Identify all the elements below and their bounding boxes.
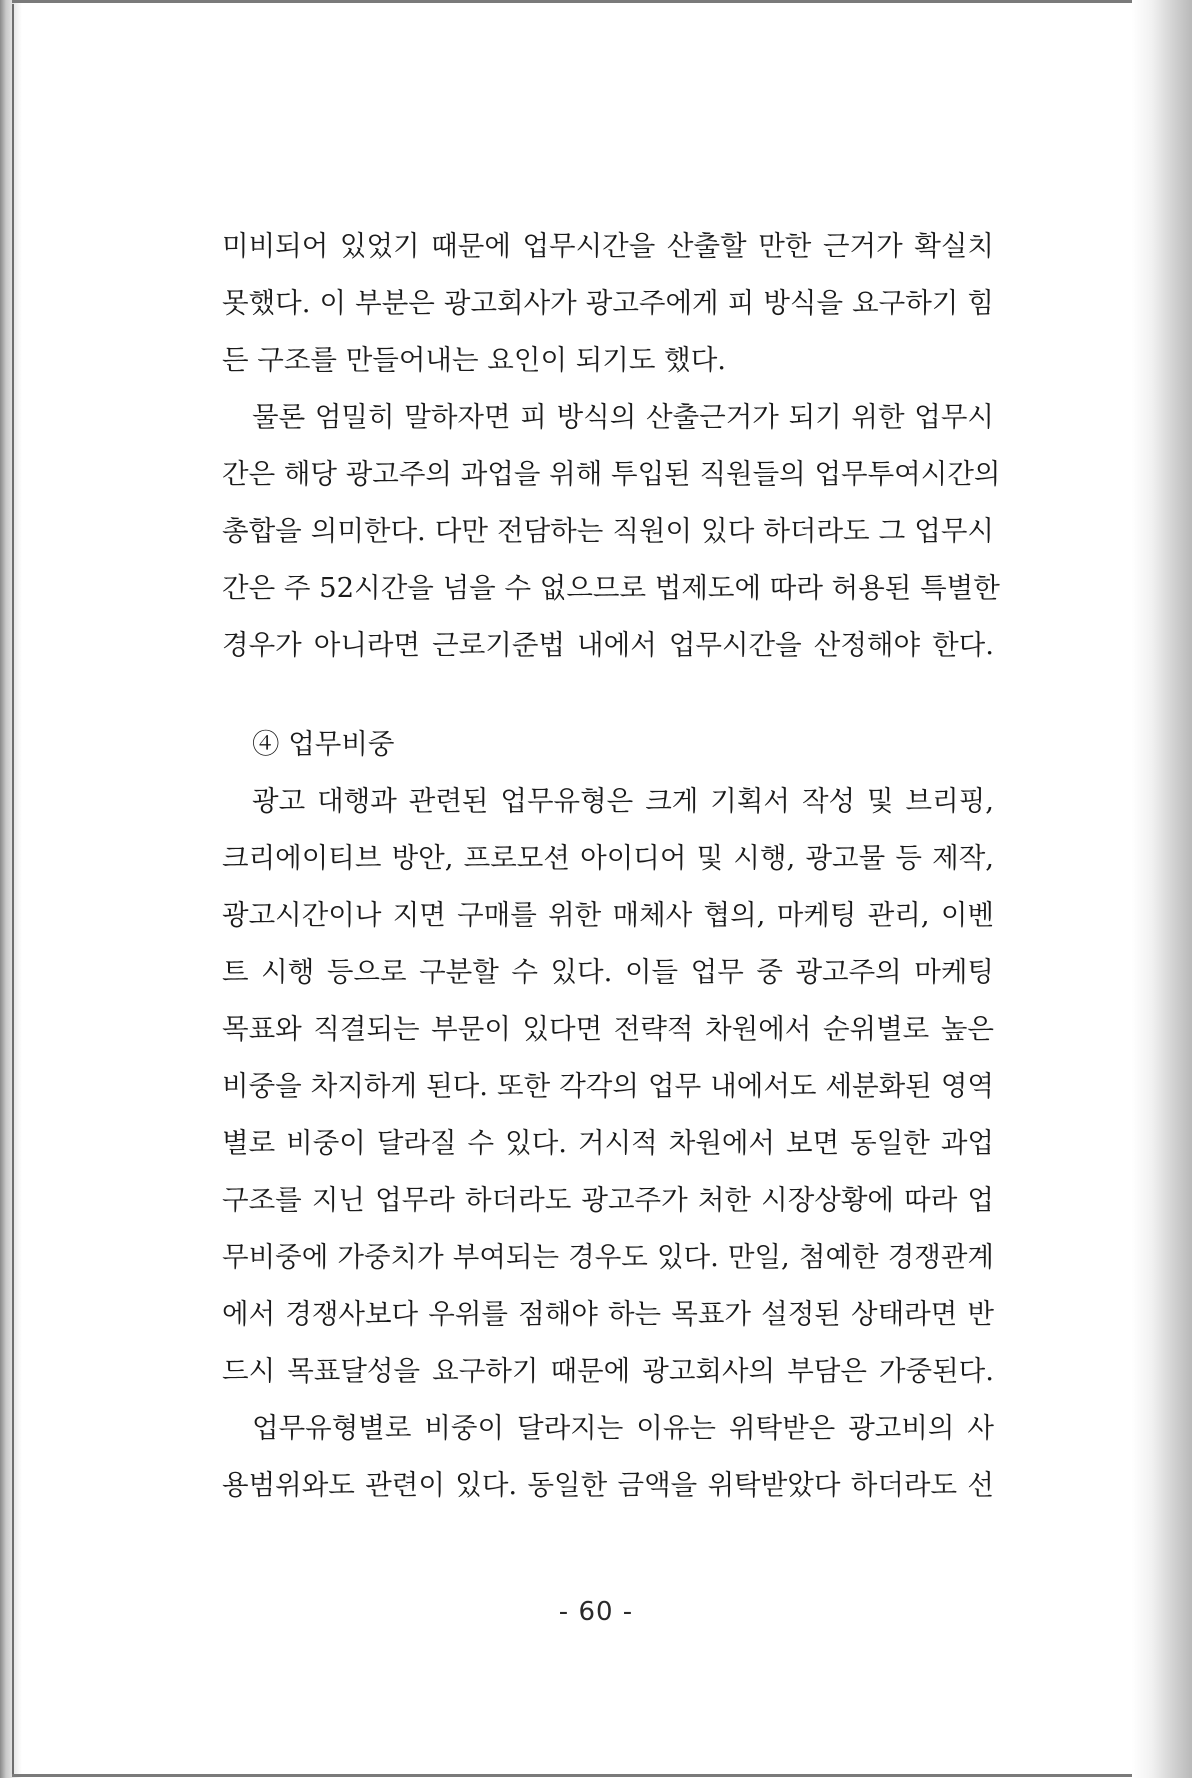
section-heading: ④ 업무비중 (252, 728, 395, 760)
text-line: 드시 목표달성을 요구하기 때문에 광고회사의 부담은 가중된다. (222, 1355, 994, 1387)
text-line: 업무유형별로 비중이 달라지는 이유는 위탁받은 광고비의 사 (252, 1412, 994, 1444)
section-spacer (222, 674, 994, 716)
page-right-shadow (1132, 0, 1192, 1778)
text-line: 구조를 지닌 업무라 하더라도 광고주가 처한 시장상황에 따라 업 (222, 1184, 994, 1216)
paragraph-3 (222, 773, 994, 1400)
paragraph-1 (222, 218, 994, 389)
text-line: 비중을 차지하게 된다. 또한 각각의 업무 내에서도 세분화된 영역 (222, 1070, 994, 1102)
text-line: 광고 대행과 관련된 업무유형은 크게 기획서 작성 및 브리핑, (252, 785, 994, 817)
text-line: 크리에이티브 방안, 프로모션 아이디어 및 시행, 광고물 등 제작, (222, 842, 994, 874)
paragraph-2 (222, 389, 1001, 674)
page-body-text (222, 218, 1001, 1514)
text-line: 총합을 의미한다. 다만 전담하는 직원이 있다 하더라도 그 업무시 (222, 515, 994, 547)
page-top-border (12, 0, 1142, 3)
text-line: 못했다. 이 부분은 광고회사가 광고주에게 피 방식을 요구하기 힘 (222, 287, 994, 319)
text-line: 용범위와도 관련이 있다. 동일한 금액을 위탁받았다 하더라도 선 (222, 1469, 994, 1501)
text-line: 무비중에 가중치가 부여되는 경우도 있다. 만일, 첨예한 경쟁관계 (222, 1241, 994, 1273)
text-line: 간은 주 52시간을 넘을 수 없으므로 법제도에 따라 허용된 특별한 (222, 572, 1000, 604)
text-line: 경우가 아니라면 근로기준법 내에서 업무시간을 산정해야 한다. (222, 629, 994, 661)
paragraph-4 (222, 1400, 994, 1514)
text-line: 광고시간이나 지면 구매를 위한 매체사 협의, 마케팅 관리, 이벤 (222, 899, 994, 931)
page-bottom-border (12, 1774, 1142, 1777)
text-line: 트 시행 등으로 구분할 수 있다. 이들 업무 중 광고주의 마케팅 (222, 956, 994, 988)
text-line: 목표와 직결되는 부문이 있다면 전략적 차원에서 순위별로 높은 (222, 1013, 994, 1045)
text-line: 물론 엄밀히 말하자면 피 방식의 산출근거가 되기 위한 업무시 (252, 401, 994, 433)
text-line: 별로 비중이 달라질 수 있다. 거시적 차원에서 보면 동일한 과업 (222, 1127, 994, 1159)
page-binding-line (12, 4, 14, 1774)
page-binding-edge (0, 0, 22, 1778)
page-number: - 60 - (558, 1597, 634, 1627)
text-line: 미비되어 있었기 때문에 업무시간을 산출할 만한 근거가 확실치 (222, 230, 994, 262)
text-line: 간은 해당 광고주의 과업을 위해 투입된 직원들의 업무투여시간의 (222, 458, 1001, 490)
text-line: 에서 경쟁사보다 우위를 점해야 하는 목표가 설정된 상태라면 반 (222, 1298, 994, 1330)
text-line: 든 구조를 만들어내는 요인이 되기도 했다. (222, 344, 727, 376)
